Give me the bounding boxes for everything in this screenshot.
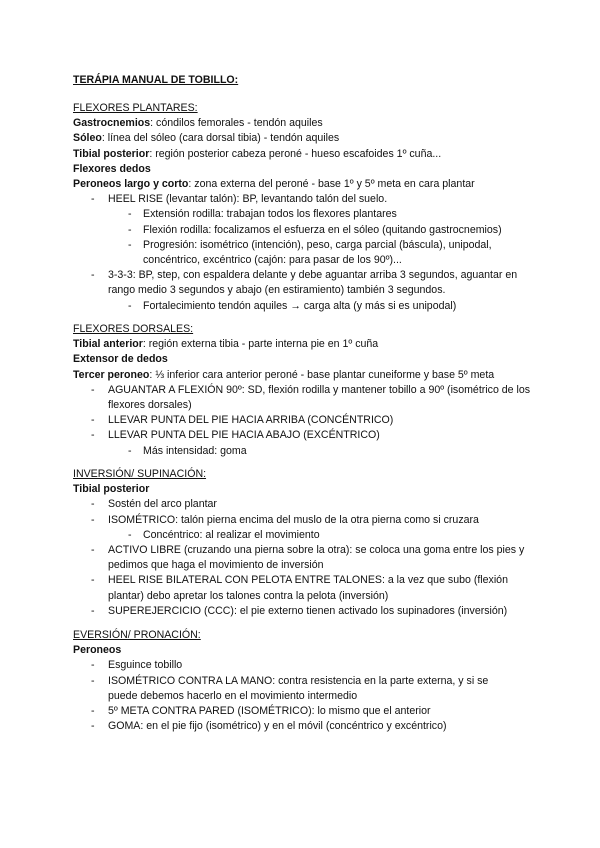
list-item-text: 3-3-3: BP, step, con espaldera delante y debe aguantar arriba 3 segundos, aguantar en rango medio 3 segundos y abajo (en estiramiento) también 3 segundos. [108,269,518,297]
muscle-desc: : cóndilos femorales - tendón aquiles [150,117,323,130]
list-item [73,192,553,268]
bullet-dash: - [91,498,95,511]
muscle-tibial-posterior [73,147,553,162]
list-item-text: SUPEREJERCICIO (CCC): el pie externo tienen activado los supinadores (inversión) [108,604,508,617]
muscle-extensor-dedos: Extensor de dedos [73,353,168,366]
sub-list [108,444,553,459]
bullet-dash: - [91,604,95,617]
list-item-text: LLEVAR PUNTA DEL PIE HACIA ARRIBA (CONCÉNTRICO) [108,414,394,427]
sub-list-item-text: Progresión: isométrico (intención), peso, carga parcial (báscula), unipodal, concéntrico, excéntrico (cajón: para pasar de los 90º)... [143,238,492,267]
list-item-text: GOMA: en el pie fijo (isométrico) y en el móvil (concéntrico y excéntrico) [108,720,447,733]
exercise-list [73,658,553,734]
muscle-term: Tibial anterior [73,338,143,351]
bullet-dash: - [91,574,95,587]
list-item-text: ACTIVO LIBRE (cruzando una pierna sobre la otra): se coloca una goma entre los pies y pedimos que haga el movimiento de inversión [108,544,525,572]
bullet-dash: - [128,444,132,457]
section-inversion-supinacion [73,467,553,619]
list-item-text: HEEL RISE (levantar talón): BP, levantando talón del suelo. [108,193,388,206]
muscle-desc: : ⅓ inferior cara anterior peroné - base plantar cuneiforme y base 5º meta [149,368,495,381]
sub-list-item-text: Flexión rodilla: focalizamos el esfuerza en el sóleo (quitando gastrocnemios) [143,223,502,236]
muscle-desc: : región externa tibia - parte interna pie en 1º cuña [142,338,379,351]
list-item [73,704,553,719]
section-flexores-plantares [73,101,553,314]
list-item-text: Sostén del arco plantar [108,498,217,511]
muscle-term: Gastrocnemios [73,117,151,130]
muscle-term: Sóleo [73,132,102,145]
document-title: TERÁPIA MANUAL DE TOBILLO: [73,74,239,86]
section-eversion-pronacion [73,628,553,734]
list-item [73,383,533,413]
list-item [73,497,553,512]
exercise-list [73,383,553,459]
sub-list-item-text: Extensión rodilla: trabajan todos los flexores plantares [143,208,397,221]
muscle-term: Tibial posterior [73,147,150,160]
list-item-text: HEEL RISE BILATERAL CON PELOTA ENTRE TALONES: a la vez que subo (flexión plantar) debo apretar los talones contra la pelota (inversión) [108,574,508,602]
muscle-desc: : línea del sóleo (cara dorsal tibia) - tendón aquiles [101,132,340,145]
sub-list-item [73,528,553,543]
exercise-list [73,497,553,619]
list-item-text: AGUANTAR A FLEXIÓN 90º: SD, flexión rodilla y mantener tobillo a 90º (isométrico de los flexores dorsales) [108,383,531,412]
muscle-peroneos [73,177,553,192]
section-heading: FLEXORES PLANTARES: [73,102,198,114]
bullet-dash: - [91,659,95,672]
muscle-tercer-peroneo [73,368,553,383]
bullet-dash: - [128,528,132,541]
muscle-desc: : zona externa del peroné - base 1º y 5º meta en cara plantar [188,178,475,191]
bullet-dash: - [91,193,95,206]
list-item-text: ISOMÉTRICO CONTRA LA MANO: contra resistencia en la parte externa, y si se puede debemos hacerlo en el movimiento intermedio [108,674,489,702]
list-item [73,573,526,603]
list-item [73,604,553,619]
sub-list [108,528,553,543]
list-item [73,658,553,673]
bullet-dash: - [91,544,95,557]
section-flexores-dorsales [73,322,553,459]
sub-list [108,207,553,268]
list-item-text: LLEVAR PUNTA DEL PIE HACIA ABAJO (EXCÉNTRICO) [108,429,380,442]
muscle-tibial-posterior: Tibial posterior [73,483,150,496]
exercise-list [73,192,553,314]
list-item [73,513,553,543]
muscle-term: Peroneos largo y corto [73,178,189,191]
bullet-dash: - [91,705,95,718]
bullet-dash: - [91,674,95,687]
list-item [73,428,553,458]
sub-list [108,299,523,314]
bullet-dash: - [91,383,95,396]
sub-list-item-text: Más intensidad: goma [143,444,247,457]
bullet-dash: - [91,429,95,442]
section-heading: FLEXORES DORSALES: [73,323,194,335]
section-heading: EVERSIÓN/ PRONACIÓN: [73,629,201,641]
sub-list-item-text: Concéntrico: al realizar el movimiento [143,528,320,541]
list-item-text: Esguince tobillo [108,659,183,672]
muscle-desc: : región posterior cabeza peroné - hueso escafoides 1º cuña... [149,147,442,160]
bullet-dash: - [91,269,95,282]
section-heading: INVERSIÓN/ SUPINACIÓN: [73,468,207,480]
bullet-dash: - [91,513,95,526]
sub-list-item [73,299,523,314]
muscle-tibial-anterior [73,337,553,352]
bullet-dash: - [91,720,95,733]
bullet-dash: - [128,208,132,221]
sub-list-item-text: Fortalecimiento tendón aquiles → carga alta (y más si es unipodal) [143,299,457,312]
bullet-dash: - [128,299,132,312]
muscle-flexores-dedos: Flexores dedos [73,162,151,175]
list-item [73,674,508,704]
sub-list-item [73,238,513,268]
sub-list-item [73,444,553,459]
list-item [73,413,553,428]
bullet-dash: - [91,414,95,427]
sub-list-item [73,223,553,238]
list-item [73,268,523,314]
list-item [73,719,553,734]
list-item-text: 5º META CONTRA PARED (ISOMÉTRICO): lo mismo que el anterior [108,705,431,718]
muscle-gastrocnemios [73,116,553,131]
muscle-soleo [73,131,553,146]
list-item-text: ISOMÉTRICO: talón pierna encima del muslo de la otra pierna como si cruzara [108,513,479,526]
muscle-term: Tercer peroneo [73,368,150,381]
list-item [73,543,526,573]
sub-list-item [73,207,553,222]
bullet-dash: - [128,223,132,236]
muscle-peroneos: Peroneos [73,644,122,657]
bullet-dash: - [128,238,132,251]
